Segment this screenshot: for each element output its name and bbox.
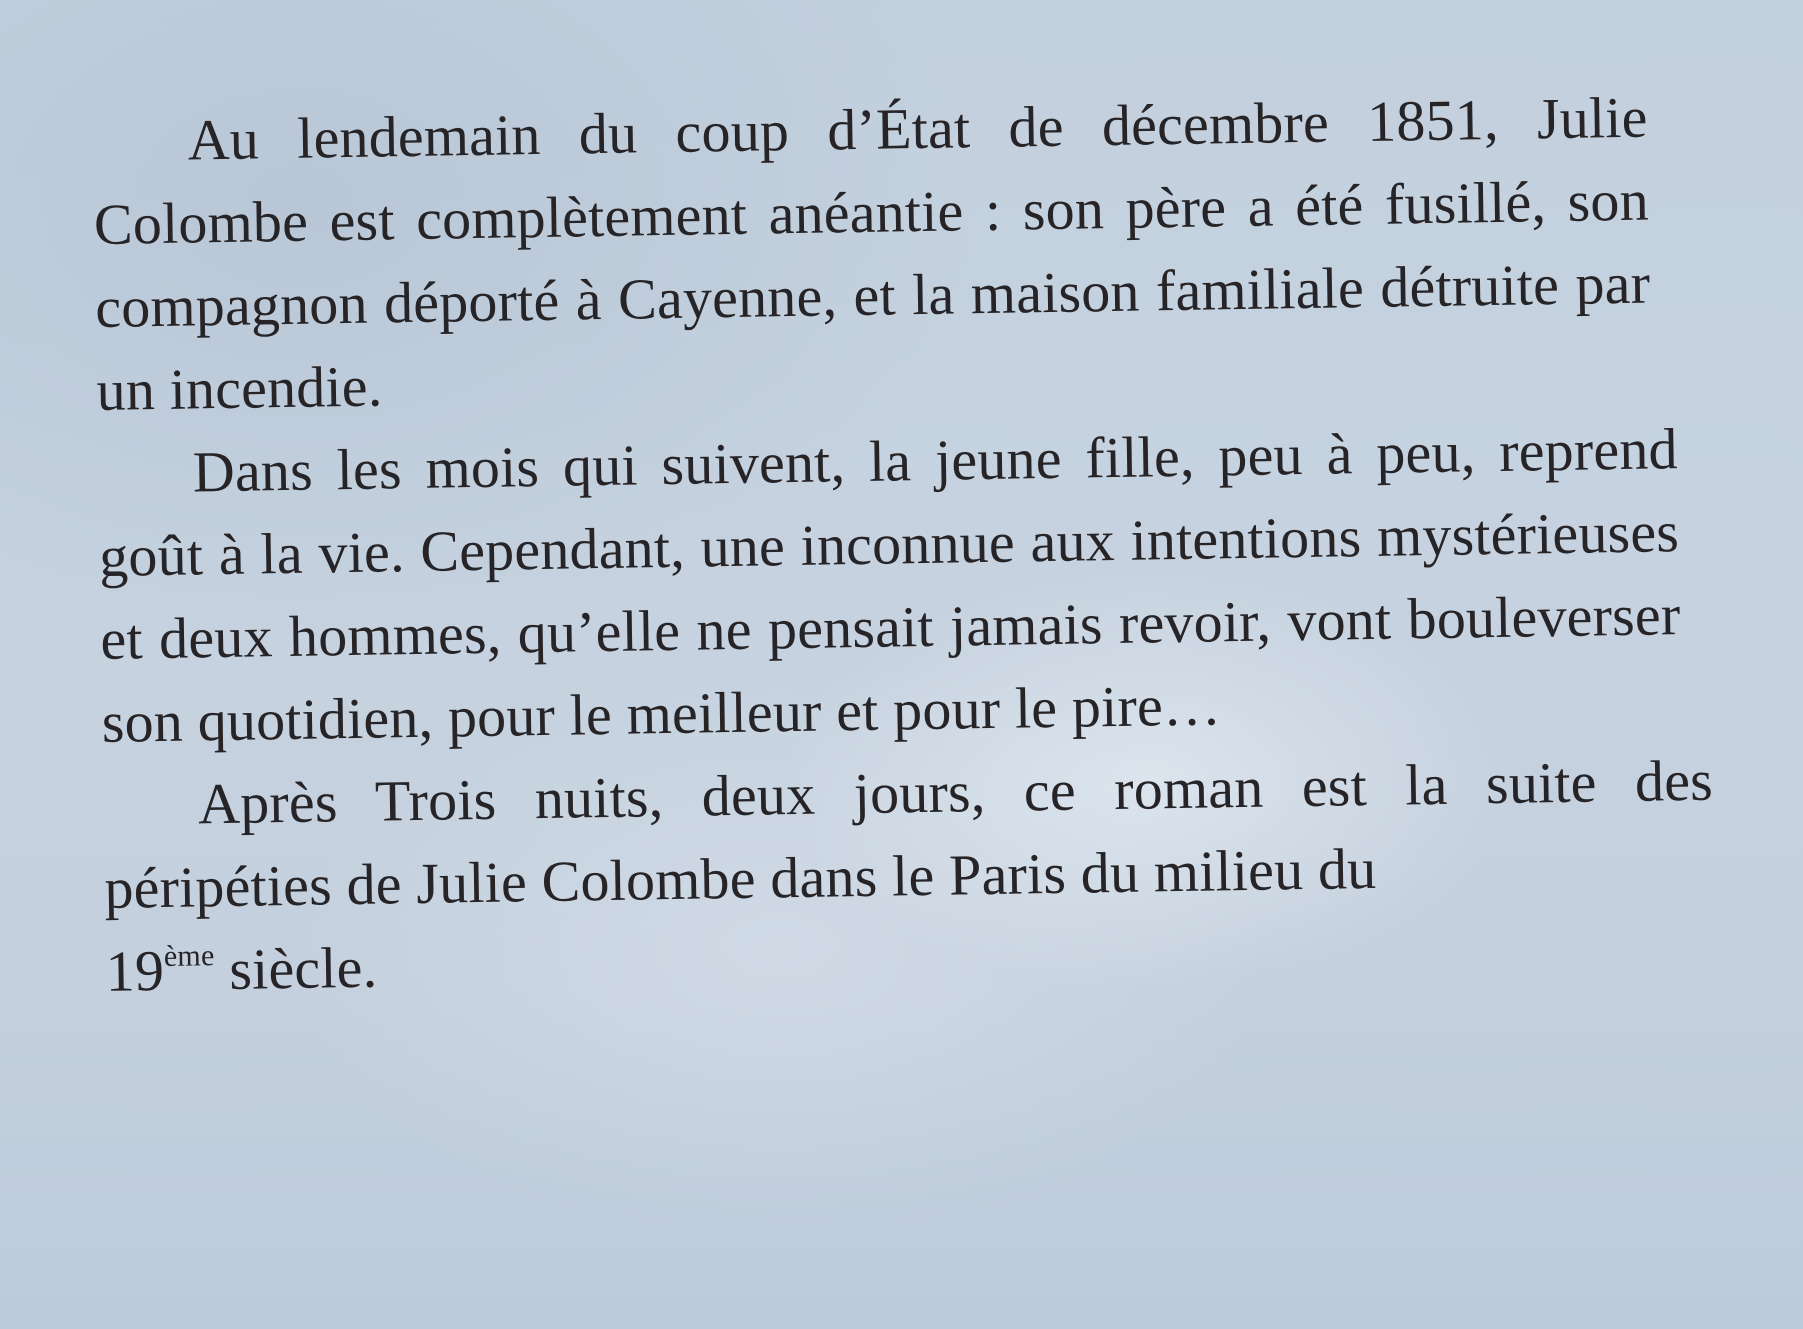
paragraph-3 [102,739,1716,1013]
paragraph-3-text: Après Trois nuits, deux jours, ce roman est la suite des péripéties de Julie Colombe dans le Paris du milieu du [103,747,1714,921]
blurb-text [92,75,1726,1013]
paragraph-2: Dans les mois qui suivent, la jeune fille, peu à peu, reprend goût à la vie. Cependant, une inconnue aux intentions mystérieuses et deux hommes, qu’elle ne pensait jamais revoir, vont bouleverser son quotidien, pour le meilleur et pour le pire… [98,416,1681,755]
paragraph-1: Au lendemain du coup d’État de décembre 1851, Julie Colombe est complètement anéantie : son père a été fusillé, son compagnon déporté à Cayenne, et la maison familiale détruite par un incendie. [93,84,1651,423]
century-word: siècle. [214,934,378,1003]
century-number: 19 [105,937,165,1004]
ordinal-suffix: ème [163,939,215,973]
